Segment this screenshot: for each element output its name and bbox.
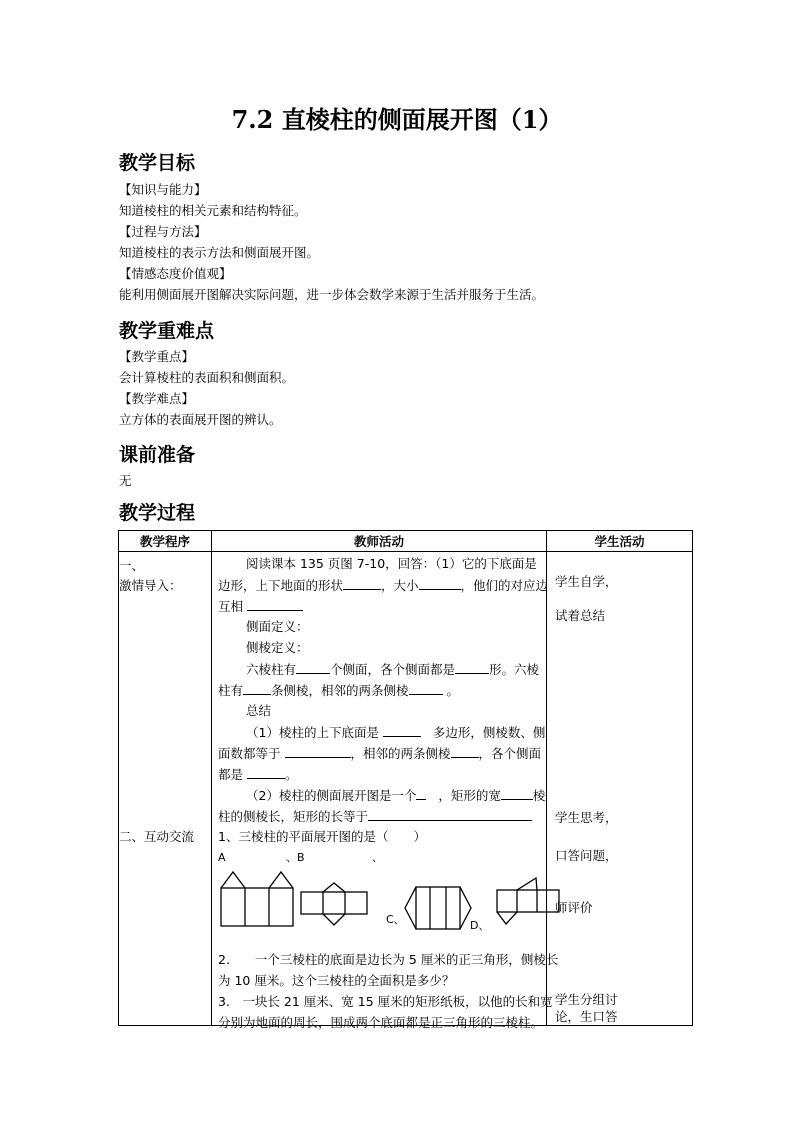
- teacher-text: 阅读课本 135 页图 7-10，回答：（1）它的下底面是: [246, 556, 537, 571]
- teacher-text: 柱的侧棱长，矩形的长等于: [218, 808, 532, 825]
- student-text: 论，生口答: [555, 1009, 618, 1024]
- teacher-cell: [212, 552, 559, 1030]
- option-c-label: C、: [386, 913, 405, 926]
- header-student: 学生活动: [547, 531, 693, 552]
- student-cell: [547, 552, 693, 1026]
- option-a-label: A: [218, 851, 226, 864]
- keypoints-line: 会计算棱柱的表面积和侧面积。: [119, 370, 295, 385]
- student-text: 学生分组讨: [555, 992, 618, 1007]
- teacher-text: 互相: [218, 598, 303, 615]
- prep-text: 无: [119, 473, 132, 488]
- teacher-text: 六棱柱有 个侧面，各个侧面都是 形。六棱: [246, 662, 540, 677]
- net-figure-a: [220, 870, 294, 928]
- keypoints-line: 立方体的表面展开图的辨认。: [119, 412, 282, 427]
- question-1: 1、三棱柱的平面展开图的是（ ）: [218, 829, 426, 844]
- teacher-text: 边形，上下地面的形状 ，大小 ，他们的对应边: [218, 578, 549, 593]
- teacher-text: 都是 。: [218, 767, 298, 782]
- teacher-text: 面数都等于 ，相邻的两条侧棱 ，各个侧面: [218, 746, 542, 761]
- student-text: 试着总结: [555, 608, 606, 623]
- teacher-text: （1）棱柱的上下底面是 多边形，侧棱数、侧: [246, 725, 546, 740]
- keypoints-line: 【教学重点】: [119, 349, 195, 364]
- step1-name: 激情导入：: [119, 578, 182, 593]
- header-teacher: 教师活动: [212, 531, 547, 552]
- net-figure-c: [404, 886, 472, 930]
- student-text: 学生思考，: [555, 810, 618, 825]
- header-program: 教学程序: [119, 531, 212, 552]
- question-2-cont: 为 10 厘米。这个三棱柱的全面积是多少？: [218, 973, 455, 988]
- step2-name: 二、互动交流: [119, 829, 195, 844]
- option-d-label: D、: [470, 919, 490, 932]
- goals-line: 【过程与方法】: [119, 224, 207, 239]
- student-text: 口答问题，: [555, 848, 618, 863]
- teacher-text: 侧面定义：: [246, 619, 309, 634]
- teacher-text: （2）棱柱的侧面展开图是一个 ，矩形的宽 棱: [246, 788, 546, 803]
- table-header-row: [119, 531, 693, 552]
- question-3: 3. 一块长 21 厘米、宽 15 厘米的矩形纸板，以他的长和宽: [218, 994, 553, 1009]
- goals-line: 【知识与能力】: [119, 182, 207, 197]
- page-title: 7.2 直棱柱的侧面展开图（1）: [231, 105, 563, 134]
- net-figure-b: [300, 882, 368, 926]
- option-b-end: 、: [372, 851, 383, 864]
- goals-line: 知道棱柱的相关元素和结构特征。: [119, 203, 307, 218]
- step1-num: 一、: [119, 558, 145, 573]
- student-text: 学生自学，: [555, 574, 618, 589]
- goals-line: 知道棱柱的表示方法和侧面展开图。: [119, 245, 320, 260]
- goals-line: 能利用侧面展开图解决实际问题，进一步体会数学来源于生活并服务于生活。: [119, 287, 545, 302]
- heading-prep: 课前准备: [119, 444, 196, 466]
- teacher-text: 柱有 条侧棱，相邻的两条侧棱 。: [218, 683, 460, 698]
- goals-line: 【情感态度价值观】: [119, 266, 232, 281]
- option-b-label: 、B: [286, 851, 305, 864]
- keypoints-line: 【教学难点】: [119, 391, 195, 406]
- heading-goals: 教学目标: [119, 152, 196, 174]
- heading-keypoints: 教学重难点: [119, 320, 215, 342]
- question-2: 2. 一个三棱柱的底面是边长为 5 厘米的正三角形，侧棱长: [218, 952, 559, 967]
- teacher-text: 总结: [246, 703, 272, 718]
- student-text: 师评价: [555, 900, 593, 915]
- teacher-text: 侧棱定义：: [246, 640, 309, 655]
- program-cell: [119, 552, 212, 1026]
- table-row: [119, 552, 693, 1026]
- question-3-cont: 分别为地面的周长，围成两个底面都是正三角形的三棱柱。: [218, 1015, 544, 1030]
- process-table: [118, 530, 693, 1030]
- heading-process: 教学过程: [119, 502, 196, 524]
